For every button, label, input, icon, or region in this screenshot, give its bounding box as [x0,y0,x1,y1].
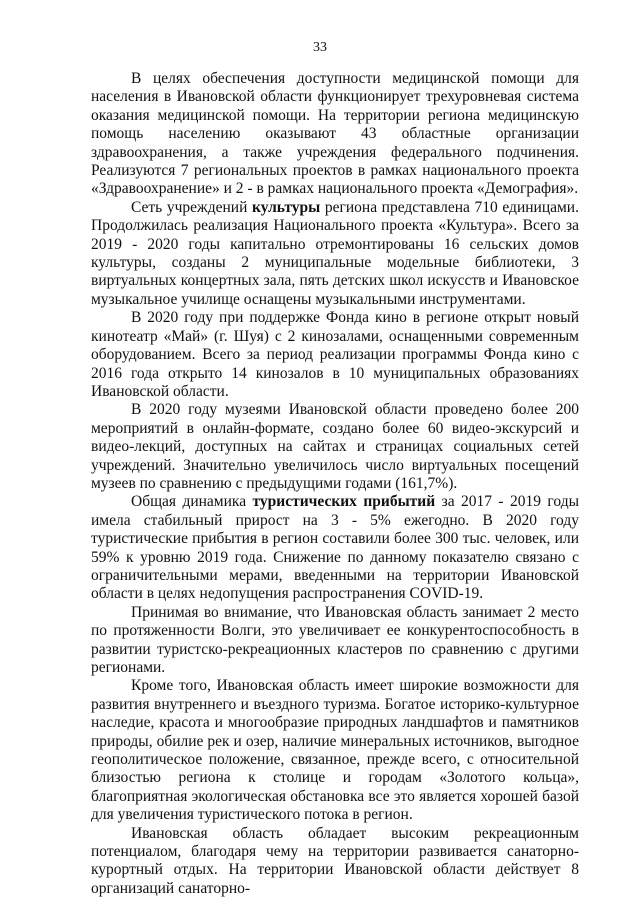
bold-term: туристических прибытий [252,493,436,511]
paragraph-text: В целях обеспечения доступности медицинской помощи для населения в Ивановской области функционирует трехуровневая система оказания медицинской помощи. На территории региона медицинскую помощь населению оказывают 43 областные организации здравоохранения, а также учреждения федерального подчинения. Реализуются 7 региональных проектов в рамках национального проекта «Здравоохранение» и 2 - в рамках национального проекта «Демография». [91,70,579,198]
paragraph [91,677,579,824]
paragraph-text: за 2017 - 2019 годы имела стабильный прирост на 3 - 5% ежегодно. В 2020 году туристические прибытия в регион составили более 300 тыс. человек, или 59% к уровню 2019 года. Снижение по данному показателю связано с ограничительными мерами, введенными на территории Ивановской области в целях недопущения распространения COVID-19. [91,493,579,603]
paragraph [91,199,579,309]
body-text [91,70,579,898]
paragraph-text: Принимая во внимание, что Ивановская область занимает 2 место по протяженности Волги, это увеличивает ее конкурентоспособность в развитии туристско-рекреационных кластеров по сравнению с другими регионами. [91,603,579,676]
bold-term: культуры [252,198,321,216]
paragraph-text: региона представлена 710 единицами. Продолжилась реализация Национального проекта «Культура». Всего за 2019 - 2020 годы капитально отремонтированы 16 сельских домов культуры, созданы 2 муниципальные модельные библиотеки, 3 виртуальных концертных зала, пять детских школ искусств и Ивановское музыкальное училище оснащены музыкальными инструментами. [91,198,579,308]
paragraph-text: Ивановская область обладает высоким рекреационным потенциалом, благодаря чему на территории развивается санаторно-курортный отдых. На территории Ивановской области действует 8 организаций санаторно- [91,824,579,897]
page-number: 33 [313,40,327,55]
paragraph [91,825,579,899]
paragraph-text: Кроме того, Ивановская область имеет широкие возможности для развития внутреннего и въездного туризма. Богатое историко-культурное наследие, красота и многообразие природных ландшафтов и памятников природы, обилие рек и озер, наличие минеральных источников, выгодное геополитическое положение, связанное, прежде всего, с относительной близостью региона к столице и городам «Золотого кольца», благоприятная экологическая обстановка все это является хорошей базой для увеличения туристического потока в регион. [91,677,579,824]
paragraph [91,604,579,678]
paragraph [91,309,579,401]
paragraph-text: Сеть учреждений [131,198,252,216]
paragraph-text: В 2020 году музеями Ивановской области проведено более 200 мероприятий в онлайн-формате, создано более 60 видео-экскурсий и видео-лекций, доступных на сайтах и страницах социальных сетей учреждений. Значительно увеличилось число виртуальных посещений музеев по сравнению с предыдущими годами (161,7%). [91,401,579,492]
paragraph-text: Общая динамика [131,493,253,511]
paragraph [91,70,579,199]
paragraph [91,401,579,493]
paragraph-text: В 2020 году при поддержке Фонда кино в регионе открыт новый кинотеатр «Май» (г. Шуя) с 2 кинозалами, оснащенными современным оборудованием. Всего за период реализации программы Фонда кино с 2016 года открыто 14 кинозалов в 10 муниципальных образованиях Ивановской области. [91,309,579,400]
paragraph [91,493,579,603]
